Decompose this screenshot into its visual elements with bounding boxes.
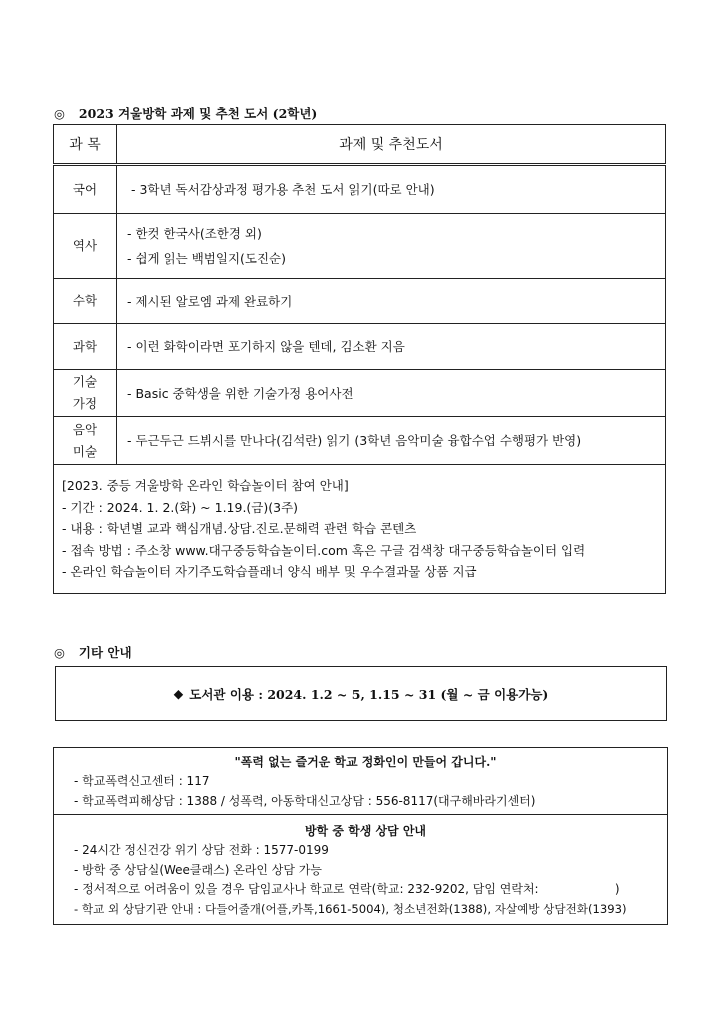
vacation-counseling-section xyxy=(54,815,667,923)
violence-report-section xyxy=(54,748,667,815)
table-row xyxy=(54,279,666,324)
section-title-text: 기타 안내 xyxy=(78,645,132,660)
subject-arts-line2: 미술 xyxy=(72,443,98,459)
subject-korean: 국어 xyxy=(72,181,98,197)
subject-cell xyxy=(54,370,117,417)
notice-planner: - 온라인 학습놀이터 자기주도학습플래너 양식 배부 및 우수결과물 상품 지급 xyxy=(62,564,477,579)
header-assignment: 과제 및 추천도서 xyxy=(117,125,666,165)
assignment-cell xyxy=(117,165,666,214)
table-header-row xyxy=(54,125,666,165)
subject-science: 과학 xyxy=(72,338,98,354)
subject-cell xyxy=(54,214,117,279)
counseling-line: - 학교 외 상담기관 안내 : 다들어줄개(어플,카톡,1661-5004), 청소년전화(1388), 자살예방 상담전화(1393) xyxy=(74,901,627,916)
assignment-cell xyxy=(117,214,666,279)
table-row xyxy=(54,370,666,417)
counseling-info-box xyxy=(53,747,668,925)
notice-access: - 접속 방법 : 주소창 www.대구중등학습놀이터.com 혹은 구글 검색창 대구중등학습놀이터 입력 xyxy=(62,542,586,558)
assignment-cell xyxy=(117,324,666,370)
counseling-line: - 정서적으로 어려움이 있을 경우 담임교사나 학교로 연락(학교: 232-9202, 담임 연락처: ) xyxy=(74,882,620,896)
section-title-other xyxy=(54,643,132,661)
online-playground-notice xyxy=(54,465,666,594)
subject-cell xyxy=(54,165,117,214)
subject-cell xyxy=(54,279,117,324)
table-row xyxy=(54,417,666,465)
assignment-item: - Basic 중학생을 위한 기술가정 용어사전 xyxy=(127,385,354,401)
subject-cell xyxy=(54,417,117,465)
notice-title: [2023. 중등 겨울방학 온라인 학습놀이터 참여 안내] xyxy=(62,478,349,493)
assignment-cell xyxy=(117,417,666,465)
notice-content: - 내용 : 학년별 교과 핵심개념.상담.진로.문해력 관련 학습 콘텐츠 xyxy=(62,521,417,536)
subject-math: 수학 xyxy=(72,293,98,308)
subject-history: 역사 xyxy=(72,238,98,253)
subject-tech-line2: 가정 xyxy=(72,396,98,411)
report-line: - 학교폭력피해상담 : 1388 / 성폭력, 아동학대신고상담 : 556-8117(대구해바라기센터) xyxy=(74,793,536,808)
report-line: - 학교폭력신고센터 : 117 xyxy=(74,774,210,788)
diamond-bullet-icon: ◆ xyxy=(173,686,184,701)
subject-cell xyxy=(54,324,117,370)
notice-period: - 기간 : 2024. 1. 2.(화) ~ 1.19.(금)(3주) xyxy=(62,499,299,515)
section-title-text: 2023 겨울방학 과제 및 추천 도서 (2학년) xyxy=(78,106,318,121)
library-notice-box xyxy=(55,666,667,721)
assignment-item: - 제시된 알로엠 과제 완료하기 xyxy=(127,293,293,309)
assignment-item: - 두근두근 드뷔시를 만나다(김석란) 읽기 (3학년 음악미술 융합수업 수행평가 반영) xyxy=(127,433,582,448)
table-row xyxy=(54,165,666,214)
counseling-line: - 24시간 정신건강 위기 상담 전화 : 1577-0199 xyxy=(74,843,329,857)
counseling-title: 방학 중 학생 상담 안내 xyxy=(304,824,427,838)
table-row xyxy=(54,214,666,279)
assignment-cell xyxy=(117,279,666,324)
violence-slogan: "폭력 없는 즐거운 학교 정화인이 만들어 갑니다." xyxy=(234,755,497,769)
assignment-cell xyxy=(117,370,666,417)
assignment-item: - 쉽게 읽는 백범일지(도진순) xyxy=(127,251,287,266)
notice-row xyxy=(54,465,666,594)
double-circle-bullet-icon: ◎ xyxy=(54,645,65,660)
header-subject: 과 목 xyxy=(54,125,117,165)
subject-tech-line1: 기술 xyxy=(72,374,98,389)
assignment-item: - 이런 화학이라면 포기하지 않을 텐데, 김소환 지음 xyxy=(127,339,405,354)
library-hours: 도서관 이용 : 2024. 1.2 ~ 5, 1.15 ~ 31 (월 ~ 금 이용가능) xyxy=(189,686,549,702)
assignment-table xyxy=(53,124,666,594)
assignment-item: - 3학년 독서감상과정 평가용 추천 도서 읽기(따로 안내) xyxy=(131,182,435,197)
double-circle-bullet-icon: ◎ xyxy=(54,106,65,121)
table-row xyxy=(54,324,666,370)
assignment-item: - 한컷 한국사(조한경 외) xyxy=(127,226,262,241)
subject-arts-line1: 음악 xyxy=(72,421,98,437)
section-title-assignments xyxy=(54,104,317,122)
counseling-line: - 방학 중 상담실(Wee클래스) 온라인 상담 가능 xyxy=(74,862,322,877)
